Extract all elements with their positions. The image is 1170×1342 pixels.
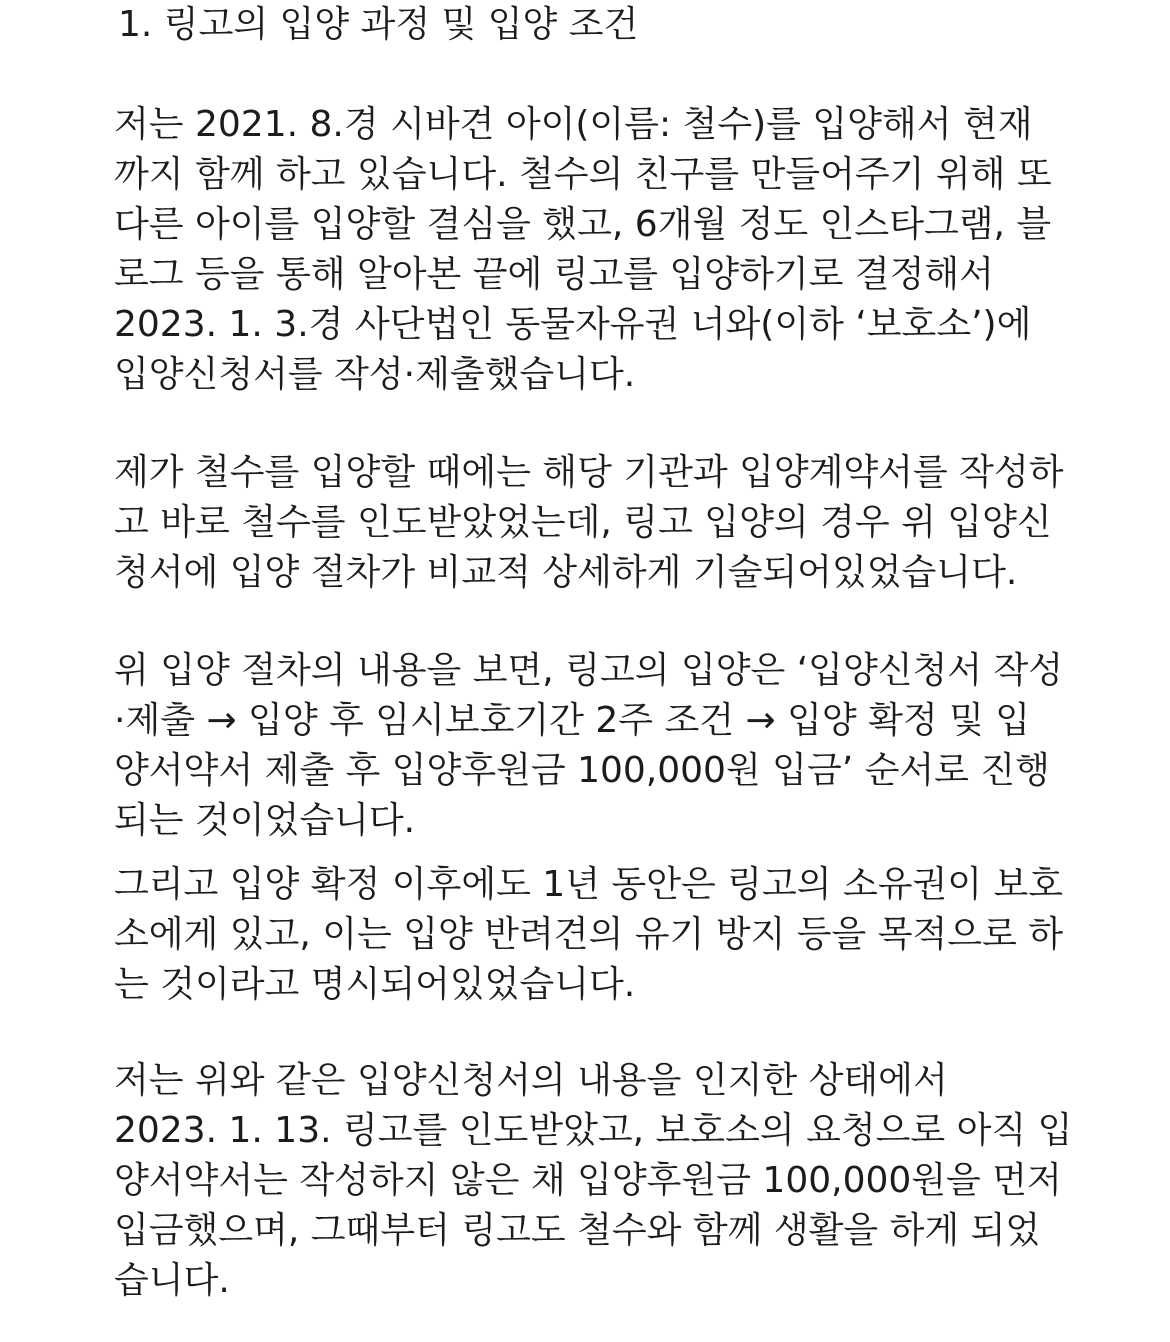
text-line: 입금했으며, 그때부터 링고도 철수와 함께 생활을 하게 되었 xyxy=(114,1210,1041,1251)
text-line: 저는 2021. 8.경 시바견 아이(이름: 철수)를 입양해서 현재 xyxy=(114,104,1033,145)
text-line: 저는 위와 같은 입양신청서의 내용을 인지한 상태에서 xyxy=(114,1060,948,1101)
text-line: 2023. 1. 3.경 사단법인 동물자유권 너와(이하 ‘보호소’)에 xyxy=(114,304,1032,345)
text-line: 그리고 입양 확정 이후에도 1년 동안은 링고의 소유권이 보호 xyxy=(114,864,1064,905)
text-line: 제가 철수를 입양할 때에는 해당 기관과 입양계약서를 작성하 xyxy=(114,452,1064,493)
text-line: 고 바로 철수를 인도받았었는데, 링고 입양의 경우 위 입양신 xyxy=(114,502,1052,543)
text-line: 위 입양 절차의 내용을 보면, 링고의 입양은 ‘입양신청서 작성 xyxy=(114,650,1064,691)
text-line: 습니다. xyxy=(114,1260,230,1301)
text-line: 소에게 있고, 이는 입양 반려견의 유기 방지 등을 목적으로 하 xyxy=(114,914,1064,955)
text-line: 양서약서 제출 후 입양후원금 100,000원 입금’ 순서로 진행 xyxy=(114,750,1050,791)
text-line: 청서에 입양 절차가 비교적 상세하게 기술되어있었습니다. xyxy=(114,552,1018,593)
text-line: 2023. 1. 13. 링고를 인도받았고, 보호소의 요청으로 아직 입 xyxy=(114,1110,1073,1151)
text-line: 는 것이라고 명시되어있었습니다. xyxy=(114,964,636,1005)
text-line: 로그 등을 통해 알아본 끝에 링고를 입양하기로 결정해서 xyxy=(114,254,994,295)
text-line: 양서약서는 작성하지 않은 채 입양후원금 100,000원을 먼저 xyxy=(114,1160,1062,1201)
text-line: 까지 함께 하고 있습니다. 철수의 친구를 만들어주기 위해 또 xyxy=(114,154,1052,195)
section-heading: 1. 링고의 입양 과정 및 입양 조건 xyxy=(118,4,639,45)
text-line: 되는 것이었습니다. xyxy=(114,800,416,841)
text-line: ·제출 → 입양 후 임시보호기간 2주 조건 → 입양 확정 및 입 xyxy=(114,700,1031,741)
text-line: 입양신청서를 작성·제출했습니다. xyxy=(114,354,636,395)
text-line: 다른 아이를 입양할 결심을 했고, 6개월 정도 인스타그램, 블 xyxy=(114,204,1052,245)
